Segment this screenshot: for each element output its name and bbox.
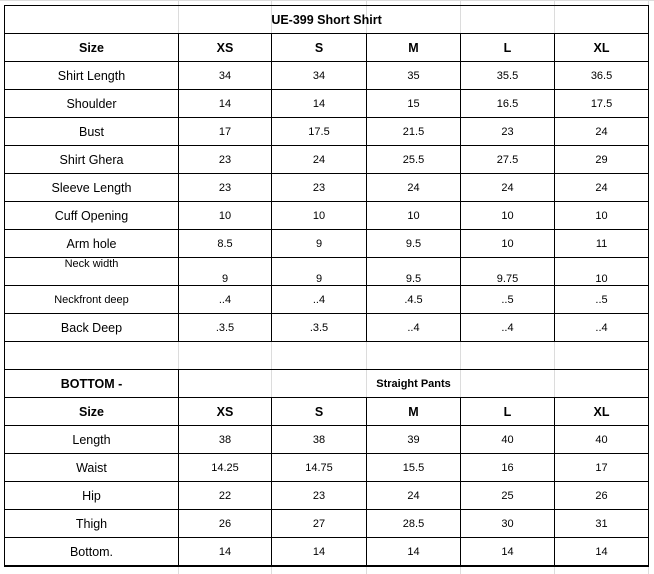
cell-value: 14 bbox=[272, 90, 367, 118]
cell-value: 9 bbox=[179, 258, 272, 286]
spacer-row bbox=[5, 342, 649, 370]
table-row bbox=[5, 314, 649, 342]
cell-value: 34 bbox=[179, 62, 272, 90]
cell-value: 26 bbox=[555, 482, 649, 510]
table-row bbox=[5, 202, 649, 230]
row-label: Bust bbox=[5, 118, 179, 146]
cell-value: 14.75 bbox=[272, 454, 367, 482]
table-row bbox=[5, 510, 649, 538]
bottom-heading-row bbox=[5, 370, 649, 398]
cell-value: 10 bbox=[555, 258, 649, 286]
bottom-subtitle: Straight Pants bbox=[179, 370, 649, 398]
cell-value: 9 bbox=[272, 230, 367, 258]
size-header-label: Size bbox=[5, 34, 179, 62]
cell-value: 14 bbox=[272, 538, 367, 567]
size-header-xs: XS bbox=[179, 398, 272, 426]
cell-value: 10 bbox=[555, 202, 649, 230]
size-header-xl: XL bbox=[555, 34, 649, 62]
cell-value: 14 bbox=[367, 538, 461, 567]
row-label: Arm hole bbox=[5, 230, 179, 258]
cell-value: 38 bbox=[272, 426, 367, 454]
cell-value: ..4 bbox=[555, 314, 649, 342]
top-size-header-row bbox=[5, 34, 649, 62]
cell-value: 23 bbox=[272, 174, 367, 202]
cell-value: 24 bbox=[555, 118, 649, 146]
size-header-s: S bbox=[272, 34, 367, 62]
cell-value: 40 bbox=[555, 426, 649, 454]
cell-value: 17 bbox=[179, 118, 272, 146]
size-chart-table bbox=[4, 5, 649, 567]
cell-value: 40 bbox=[461, 426, 555, 454]
row-label: Cuff Opening bbox=[5, 202, 179, 230]
cell-value: 36.5 bbox=[555, 62, 649, 90]
bottom-size-header-row bbox=[5, 398, 649, 426]
row-label: Waist bbox=[5, 454, 179, 482]
row-label: Shirt Ghera bbox=[5, 146, 179, 174]
row-label: Sleeve Length bbox=[5, 174, 179, 202]
cell-value: 27 bbox=[272, 510, 367, 538]
sheet-title: UE-399 Short Shirt bbox=[5, 6, 649, 34]
cell-value: 27.5 bbox=[461, 146, 555, 174]
cell-value: 21.5 bbox=[367, 118, 461, 146]
blank-row bbox=[5, 342, 649, 370]
cell-value: 25 bbox=[461, 482, 555, 510]
table-row bbox=[5, 118, 649, 146]
cell-value: 23 bbox=[179, 174, 272, 202]
row-label: Bottom. bbox=[5, 538, 179, 567]
row-label: Shoulder bbox=[5, 90, 179, 118]
cell-value: 16.5 bbox=[461, 90, 555, 118]
cell-value: 10 bbox=[461, 230, 555, 258]
cell-value: 9.5 bbox=[367, 258, 461, 286]
cell-value: 22 bbox=[179, 482, 272, 510]
cell-value: 16 bbox=[461, 454, 555, 482]
cell-value: 15.5 bbox=[367, 454, 461, 482]
cell-value: 24 bbox=[555, 174, 649, 202]
size-header-xs: XS bbox=[179, 34, 272, 62]
cell-value: 35 bbox=[367, 62, 461, 90]
table-row bbox=[5, 230, 649, 258]
cell-value: 17.5 bbox=[272, 118, 367, 146]
cell-value: 29 bbox=[555, 146, 649, 174]
table-row bbox=[5, 426, 649, 454]
cell-value: 14 bbox=[179, 538, 272, 567]
row-label: Back Deep bbox=[5, 314, 179, 342]
cell-value: 9.5 bbox=[367, 230, 461, 258]
table-row bbox=[5, 538, 649, 567]
cell-value: 15 bbox=[367, 90, 461, 118]
table-row bbox=[5, 258, 649, 286]
cell-value: 9 bbox=[272, 258, 367, 286]
row-label: Neck width bbox=[5, 258, 179, 286]
table-row bbox=[5, 62, 649, 90]
table-row bbox=[5, 174, 649, 202]
size-header-label: Size bbox=[5, 398, 179, 426]
row-label: Neckfront deep bbox=[5, 286, 179, 314]
cell-value: 28.5 bbox=[367, 510, 461, 538]
cell-value: 17.5 bbox=[555, 90, 649, 118]
cell-value: .3.5 bbox=[179, 314, 272, 342]
size-header-l: L bbox=[461, 34, 555, 62]
cell-value: 24 bbox=[272, 146, 367, 174]
cell-value: 24 bbox=[367, 174, 461, 202]
cell-value: 10 bbox=[179, 202, 272, 230]
cell-value: .4.5 bbox=[367, 286, 461, 314]
cell-value: 24 bbox=[367, 482, 461, 510]
cell-value: 23 bbox=[272, 482, 367, 510]
cell-value: .3.5 bbox=[272, 314, 367, 342]
cell-value: 35.5 bbox=[461, 62, 555, 90]
cell-value: 23 bbox=[179, 146, 272, 174]
cell-value: 14.25 bbox=[179, 454, 272, 482]
row-label: Length bbox=[5, 426, 179, 454]
cell-value: 26 bbox=[179, 510, 272, 538]
size-header-s: S bbox=[272, 398, 367, 426]
size-header-xl: XL bbox=[555, 398, 649, 426]
row-label: Hip bbox=[5, 482, 179, 510]
cell-value: 8.5 bbox=[179, 230, 272, 258]
cell-value: ..4 bbox=[367, 314, 461, 342]
cell-value: ..4 bbox=[272, 286, 367, 314]
cell-value: ..4 bbox=[461, 314, 555, 342]
title-row bbox=[5, 6, 649, 34]
size-header-m: M bbox=[367, 34, 461, 62]
cell-value: ..4 bbox=[179, 286, 272, 314]
cell-value: 17 bbox=[555, 454, 649, 482]
table-row bbox=[5, 90, 649, 118]
cell-value: 39 bbox=[367, 426, 461, 454]
table-row bbox=[5, 146, 649, 174]
cell-value: ..5 bbox=[461, 286, 555, 314]
size-header-m: M bbox=[367, 398, 461, 426]
cell-value: 10 bbox=[272, 202, 367, 230]
cell-value: ..5 bbox=[555, 286, 649, 314]
bottom-heading: BOTTOM - bbox=[5, 370, 179, 398]
cell-value: 14 bbox=[461, 538, 555, 567]
cell-value: 10 bbox=[367, 202, 461, 230]
table-row bbox=[5, 454, 649, 482]
row-label: Thigh bbox=[5, 510, 179, 538]
table-row bbox=[5, 286, 649, 314]
cell-value: 34 bbox=[272, 62, 367, 90]
cell-value: 9.75 bbox=[461, 258, 555, 286]
size-header-l: L bbox=[461, 398, 555, 426]
cell-value: 24 bbox=[461, 174, 555, 202]
cell-value: 23 bbox=[461, 118, 555, 146]
cell-value: 10 bbox=[461, 202, 555, 230]
cell-value: 14 bbox=[555, 538, 649, 567]
cell-value: 14 bbox=[179, 90, 272, 118]
cell-value: 11 bbox=[555, 230, 649, 258]
cell-value: 38 bbox=[179, 426, 272, 454]
cell-value: 31 bbox=[555, 510, 649, 538]
table-row bbox=[5, 482, 649, 510]
cell-value: 25.5 bbox=[367, 146, 461, 174]
row-label: Shirt Length bbox=[5, 62, 179, 90]
cell-value: 30 bbox=[461, 510, 555, 538]
